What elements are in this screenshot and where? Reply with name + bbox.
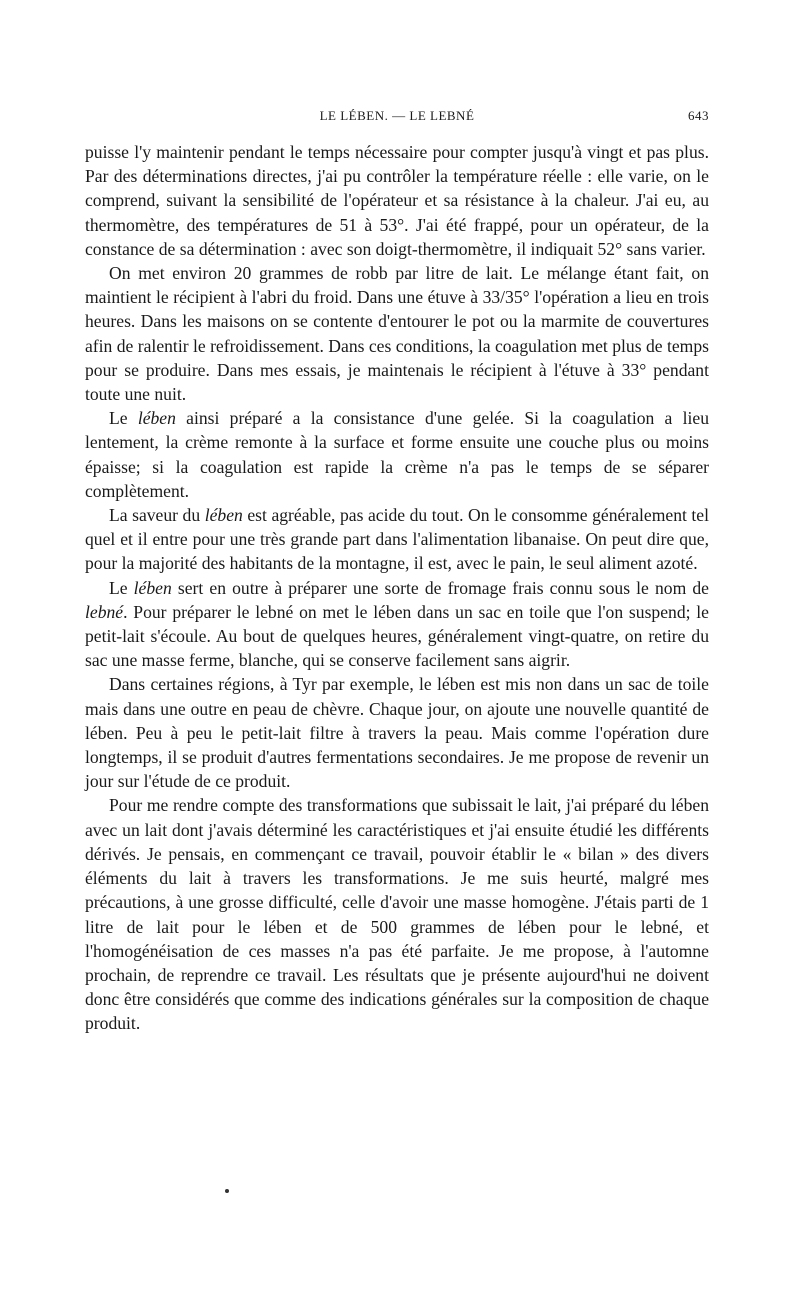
paragraph-text: Le: [109, 408, 138, 429]
paragraph: [85, 406, 709, 503]
page-number: 643: [688, 108, 709, 123]
paragraph-text: Pour me rendre compte des transformations que subissait le lait, j'ai préparé du lében avec un lait dont j'avais déterminé les caractéristiques et j'ai ensuite étudié les différents dérivés. Je pensais, en commençant ce travail, pouvoir établir le « bilan » des divers éléments du lait à travers les transformations. Je me suis heurté, malgré mes précautions, à une grosse difficulté, celle d'avoir une masse homogène. J'étais parti de 1 litre de lait pour le lében et de 500 grammes de lében pour le lebné, et l'homogénéisation de ces masses n'a pas été parfaite. Je me propose, à l'automne prochain, de reprendre ce travail. Les résultats que je présente aujourd'hui ne doivent donc être considérés que comme des indications générales sur la composition de chaque produit.: [85, 795, 709, 1034]
paragraph-text: La saveur du: [109, 505, 205, 526]
book-page: [85, 104, 709, 1036]
paragraph-text: Dans certaines régions, à Tyr par exemple, le lében est mis non dans un sac de toile mais dans une outre en peau de chèvre. Chaque jour, on ajoute une nouvelle quantité de lében. Peu à peu le petit-lait filtre à travers la peau. Mais comme l'opération dure longtemps, il se produit d'autres fermentations secondaires. Je me propose de revenir un jour sur l'étude de ce produit.: [85, 674, 709, 792]
paragraph-text: Le: [109, 577, 134, 598]
paragraph: [85, 503, 709, 576]
paragraph-text: . Pour préparer le lebné on met le lében dans un sac en toile que l'on suspend; le petit-lait s'écoule. Au bout de quelques heures, généralement vingt-quatre, on retire du sac une masse ferme, blanche, qui se conserve facilement sans aigrir.: [85, 601, 709, 671]
paragraph: [85, 672, 709, 793]
ink-speck: [225, 1189, 229, 1193]
paragraph: [85, 793, 709, 1035]
paragraph: [85, 261, 709, 406]
paragraph-text: puisse l'y maintenir pendant le temps nécessaire pour compter jusqu'à vingt et pas plus. Par des déterminations directes, j'ai pu contrôler la température réelle : elle varie, on le comprend, suivant la sensibilité de l'opérateur et sa résistance à la chaleur. J'ai eu, au thermomètre, des températures de 51 à 53°. J'ai été frappé, pour un opérateur, de la constance de sa détermination : avec son doigt-thermomètre, il indiquait 52° sans varier.: [85, 142, 709, 259]
paragraph: [85, 576, 709, 673]
paragraph-text: ainsi préparé a la consistance d'une gelée. Si la coagulation a lieu lentement, la crème remonte à la surface et forme ensuite une couche plus ou moins épaisse; si la coagulation est rapide la crème n'a pas le temps de se séparer complètement.: [85, 408, 709, 501]
paragraph-text: sert en outre à préparer une sorte de fromage frais connu sous le nom de: [171, 577, 709, 598]
italic-term: lebné: [85, 601, 124, 622]
page-header: [85, 104, 709, 128]
italic-term: lében: [204, 505, 243, 526]
page-body: [85, 140, 709, 1036]
paragraph: [85, 140, 709, 261]
italic-term: lében: [133, 577, 172, 598]
paragraph-text: est agréable, pas acide du tout. On le consomme généralement tel quel et il entre pour une très grande part dans l'alimentation libanaise. On peut dire que, pour la majorité des habitants de la montagne, il est, avec le pain, le seul aliment azoté.: [85, 505, 710, 574]
italic-term: lében: [137, 408, 176, 429]
paragraph-text: On met environ 20 grammes de robb par litre de lait. Le mélange étant fait, on maintient le récipient à l'abri du froid. Dans une étuve à 33/35° l'opération a lieu en trois heures. Dans les maisons on se contente d'entourer le pot ou la marmite de couvertures afin de ralentir le refroidissement. Dans ces conditions, la coagulation met plus de temps pour se produire. Dans mes essais, je maintenais le récipient à l'étuve à 33° pendant toute une nuit.: [85, 263, 709, 405]
running-title: LE LÉBEN. — LE LEBNÉ: [319, 108, 475, 123]
